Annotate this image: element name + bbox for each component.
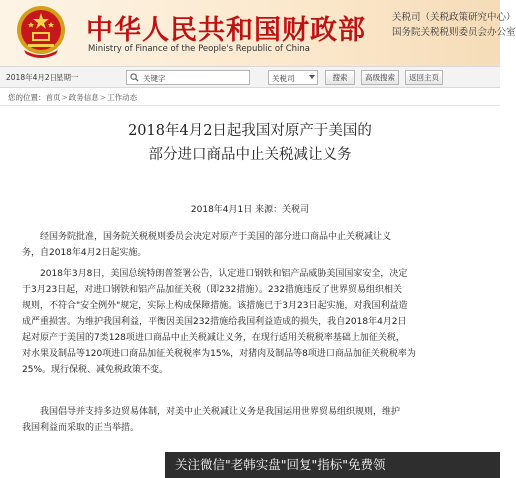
paragraph-line: 25%。现行保税、减免税政策不变。 (22, 365, 169, 375)
site-header (0, 0, 516, 66)
search-scope-select[interactable] (268, 70, 318, 85)
toolbar (0, 66, 500, 88)
paragraph-line: 起对原产于美国的7类128项进口商品中止关税减让义务，在现行适用关税税率基础上加征关税， (22, 333, 405, 343)
article-title-line-1: 2018年4月2日起我国对原产于美国的 (128, 123, 372, 139)
paragraph-line: 我国利益而采取的正当举措。 (22, 423, 140, 433)
back-home-button[interactable]: 返回主页 (405, 70, 443, 85)
breadcrumb (8, 92, 137, 103)
paragraph-line: 务，自2018年4月2日起实施。 (22, 248, 147, 258)
paragraph-line: 对水果及制品等120项进口商品加征关税税率为15%，对猪肉及制品等8项进口商品加征关税税率为 (22, 349, 416, 359)
paragraph-line: 2018年3月8日，美国总统特朗普签署公告，认定进口钢铁和铝产品威胁美国国家安全，决定 (40, 269, 408, 279)
paragraph-line: 规则，不符合"安全例外"规定，实际上构成保障措施。该措施已于3月23日起实施，对我国利益造 (22, 301, 408, 311)
current-date: 2018年4月2日 (6, 73, 58, 82)
magnifier-icon (130, 73, 139, 82)
search-box[interactable] (126, 70, 250, 85)
divider (0, 105, 500, 106)
paragraph-line: 经国务院批准，国务院关税税则委员会决定对原产于美国的部分进口商品中止关税减让义 (40, 232, 392, 242)
search-scope-value: 关税司 (272, 74, 295, 83)
department-line-2: 国务院关税税则委员会办公室 (392, 27, 516, 38)
paragraph-line: 我国倡导并支持多边贸易体制，对美中止关税减让义务是我国运用世界贸易组织规则，维护 (40, 407, 401, 417)
breadcrumb-item-affairs[interactable]: 政务信息 (68, 93, 99, 102)
article-meta: 2018年4月1日 来源：关税司 (190, 205, 310, 215)
national-emblem-icon (14, 4, 68, 60)
breadcrumb-item-work-news[interactable]: 工作动态 (107, 93, 138, 102)
breadcrumb-separator: > (61, 93, 68, 102)
ministry-name-en: Ministry of Finance of the People's Republic of China (88, 44, 311, 54)
breadcrumb-item-home[interactable]: 首页 (45, 93, 61, 102)
promo-watermark: 关注微信"老韩实盘"回复"指标"免费领 (165, 452, 500, 478)
search-button[interactable]: 搜索 (325, 70, 355, 85)
search-input[interactable] (143, 72, 247, 84)
current-weekday: 星期一 (56, 73, 79, 82)
chevron-down-icon (309, 75, 315, 79)
article-title-line-2: 部分进口商品中止关税减让义务 (148, 147, 352, 163)
breadcrumb-prefix: 您的位置： (8, 93, 46, 102)
department-info (392, 10, 516, 40)
article-paragraph (22, 404, 488, 436)
ministry-name-cn: 中华人民共和国财政部 (86, 15, 366, 46)
paragraph-line: 成严重损害。为维护我国利益，平衡因美国232措施给我国利益造成的损失，我自2018年4月2日 (22, 317, 407, 327)
article-paragraph (22, 229, 488, 261)
breadcrumb-separator: > (99, 93, 107, 102)
paragraph-line: 于3月23日起，对进口钢铁和铝产品加征关税（即232措施）。232措施违反了世界贸易组织相关 (22, 285, 403, 295)
article-paragraph (22, 266, 488, 378)
advanced-search-button[interactable]: 高级搜索 (361, 70, 399, 85)
department-line-1: 关税司（关税政策研究中心） (392, 12, 516, 23)
